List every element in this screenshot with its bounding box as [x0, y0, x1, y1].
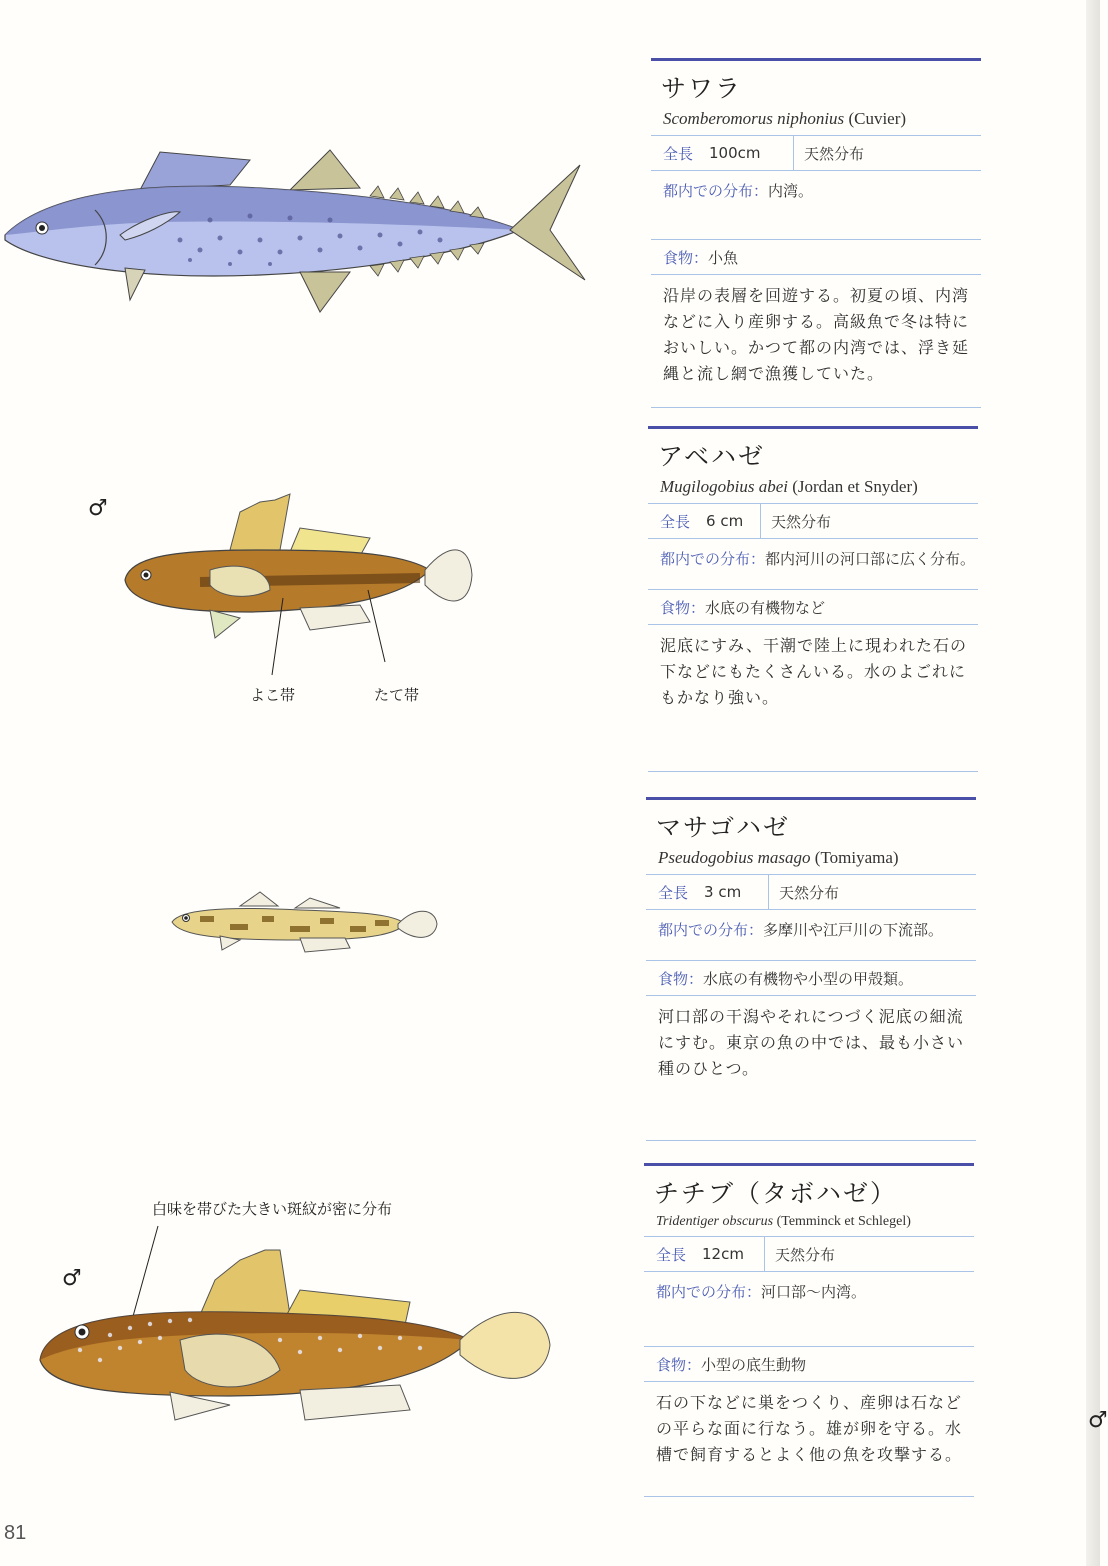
male-symbol: ♂ — [88, 496, 108, 521]
food-value: 水底の有機物や小型の甲殻類。 — [703, 969, 914, 988]
scientific-author: (Jordan et Snyder) — [792, 477, 918, 496]
abehaze-illustration — [0, 490, 620, 650]
description — [651, 274, 981, 397]
description-text: 河口部の干潟やそれにつづく泥底の細流にすむ。東京の魚の中では、最も小さい種のひとつ。 — [658, 1007, 965, 1078]
distribution-row — [651, 170, 981, 227]
male-symbol: ♂ — [62, 1266, 82, 1291]
distribution-label: 都内での分布： — [660, 550, 766, 568]
scientific-author: (Cuvier) — [848, 109, 907, 128]
length-label: 全長 — [663, 144, 694, 163]
food-label: 食物： — [663, 248, 709, 267]
entry-bottom-line — [648, 771, 978, 772]
yoko-obi-label: よこ帯 — [250, 686, 296, 704]
length-label: 全長 — [658, 883, 689, 902]
distribution-value: 都内河川の河口部に広く分布。 — [765, 550, 976, 568]
length-value: 100cm — [709, 144, 761, 162]
distribution-row — [646, 909, 976, 960]
length-value: 3 cm — [704, 883, 742, 901]
length-label: 全長 — [660, 512, 691, 531]
entry-top-bar — [648, 426, 978, 429]
scientific-name — [644, 1214, 974, 1230]
entry-bottom-line — [646, 1140, 976, 1141]
entry-top-bar — [651, 58, 981, 61]
description-text: 沿岸の表層を回遊する。初夏の頃、内湾などに入り産卵する。高級魚で冬は特においしい。かつて都の内湾では、浮き延縄と流し網で漁獲していた。 — [663, 286, 970, 383]
length-value: 6 cm — [706, 512, 744, 530]
scientific-author: (Temminck et Schlegel) — [776, 1214, 911, 1229]
chichibu-illustration — [0, 1220, 620, 1430]
scientific-binomial: Tridentiger obscurus — [656, 1214, 774, 1229]
distribution-value: 内湾。 — [768, 182, 814, 200]
food-label: 食物： — [658, 969, 704, 988]
description-text: 石の下などに巣をつくり、産卵は石などの平らな面に行なう。雄が卵を守る。水槽で飼育するとよく他の魚を攻撃する。 — [656, 1393, 963, 1464]
status-value: 天然分布 — [804, 144, 865, 163]
entry-top-bar — [646, 797, 976, 800]
distribution-label: 都内での分布： — [658, 921, 764, 939]
scientific-binomial: Pseudogobius masago — [658, 848, 811, 867]
food-value: 水底の有機物など — [705, 598, 826, 617]
tate-obi-label: たて帯 — [374, 686, 420, 704]
page-number: 81 — [4, 1522, 27, 1544]
scientific-author: (Tomiyama) — [814, 848, 899, 867]
length-row — [646, 874, 976, 909]
entry-bottom-line — [651, 407, 981, 408]
description — [646, 995, 976, 1092]
male-symbol-edge: ♂ — [1088, 1408, 1108, 1433]
food-value: 小魚 — [708, 248, 739, 267]
scientific-name — [648, 477, 978, 497]
page-edge — [1086, 0, 1100, 1566]
status-value: 天然分布 — [775, 1245, 836, 1264]
status-value: 天然分布 — [771, 512, 832, 531]
entry-abehaze — [648, 426, 978, 772]
scientific-binomial: Mugilogobius abei — [660, 477, 788, 496]
species-name: マサゴハゼ — [656, 813, 791, 842]
food-value: 小型の底生動物 — [701, 1355, 807, 1374]
food-row — [648, 589, 978, 624]
food-row — [646, 960, 976, 995]
description-text: 泥底にすみ、干潮で陸上に現われた石の下などにもたくさんいる。水のよごれにもかなり強い。 — [660, 636, 967, 707]
food-row — [651, 239, 981, 274]
sawara-illustration — [0, 140, 620, 340]
entry-sawara — [651, 58, 981, 408]
entry-bottom-line — [644, 1496, 974, 1497]
distribution-label: 都内での分布： — [663, 182, 769, 200]
species-name: チチブ（タボハゼ） — [654, 1179, 898, 1208]
entry-masagohaze — [646, 797, 976, 1141]
length-value: 12cm — [702, 1245, 744, 1263]
distribution-value: 多摩川や江戸川の下流部。 — [763, 921, 944, 939]
chichibu-note-label: 白味を帯びた大きい斑紋が密に分布 — [152, 1200, 393, 1218]
distribution-row — [648, 538, 978, 589]
scientific-name — [646, 848, 976, 868]
entry-top-bar — [644, 1163, 974, 1166]
distribution-value: 河口部～内湾。 — [761, 1283, 867, 1301]
distribution-row — [644, 1271, 974, 1332]
entry-chichibu — [644, 1163, 974, 1497]
status-value: 天然分布 — [779, 883, 840, 902]
food-row — [644, 1346, 974, 1381]
length-label: 全長 — [656, 1245, 687, 1264]
description — [644, 1381, 974, 1478]
length-row — [651, 135, 981, 170]
length-row — [648, 503, 978, 538]
length-row — [644, 1236, 974, 1271]
description — [648, 624, 978, 721]
food-label: 食物： — [660, 598, 706, 617]
species-name: アベハゼ — [658, 442, 766, 471]
distribution-label: 都内での分布： — [656, 1283, 762, 1301]
masagohaze-illustration — [0, 888, 620, 968]
scientific-binomial: Scomberomorus niphonius — [663, 109, 845, 128]
scientific-name — [651, 109, 981, 129]
food-label: 食物： — [656, 1355, 702, 1374]
species-name: サワラ — [661, 74, 743, 103]
